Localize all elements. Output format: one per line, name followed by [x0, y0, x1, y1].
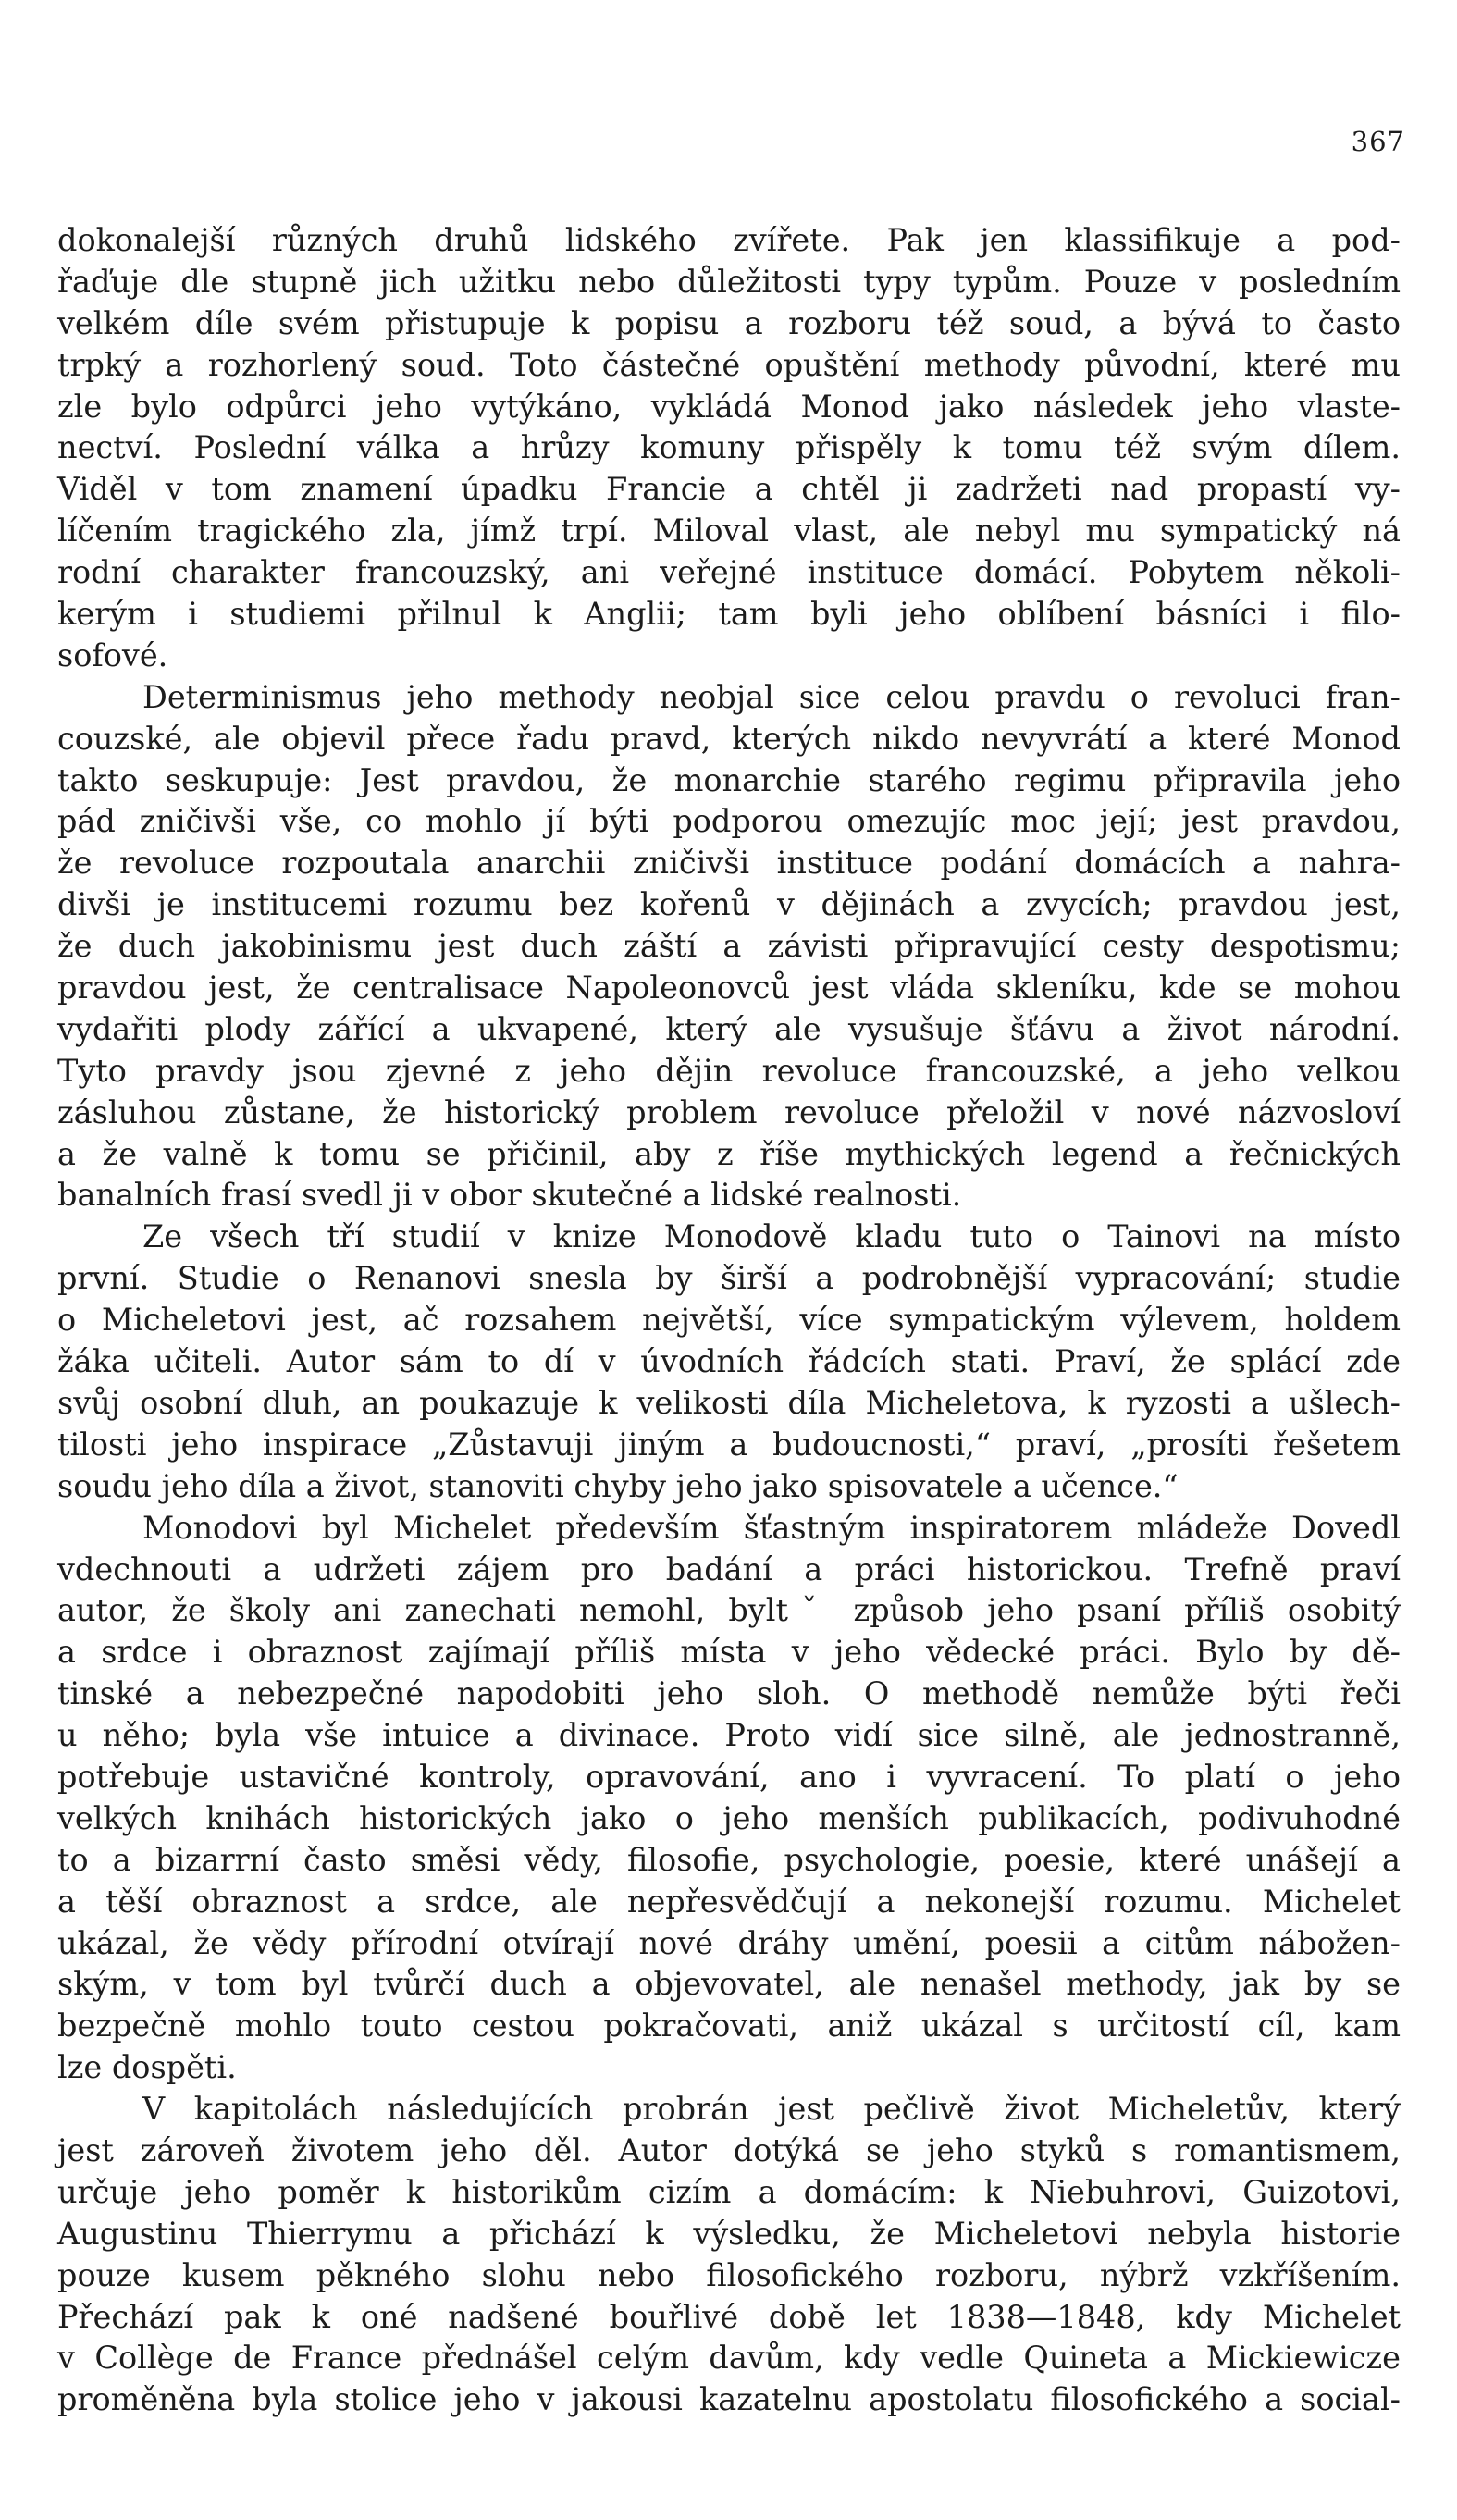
text-line: to a bizarrní často směsi vědy, filosofie, psychologie, poesie, které unášejí a [57, 1841, 1401, 1878]
text-line: V kapitolách následujících probrán jest pečlivě život Micheletův, který [142, 2091, 1401, 2128]
text-line: o Micheletovi jest, ač rozsahem největší, více sympatickým výlevem, holdem [57, 1302, 1401, 1339]
text-line: vydařiti plody zářící a ukvapené, který ale vysušuje šťávu a život národní. [57, 1010, 1401, 1047]
text-line: první. Studie o Renanovi snesla by širší a podrobnější vypracování; studie [57, 1260, 1401, 1297]
text-line: kerým i studiemi přilnul k Anglii; tam byli jeho oblíbení básníci i filo- [57, 596, 1401, 633]
text-line: soudu jeho díla a život, stanoviti chyby jeho jako spisovatele a učence.“ [57, 1467, 1179, 1504]
text-line: řaďuje dle stupně jich užitku nebo důležitosti typy typům. Pouze v posledním [57, 263, 1401, 300]
text-line: trpký a rozhorlený soud. Toto částečné opuštění methody původní, které mu [57, 346, 1401, 383]
text-line: a těší obraznost a srdce, ale nepřesvědčují a nekonejší rozumu. Michelet [57, 1883, 1401, 1920]
text-line: sofové. [57, 636, 168, 673]
text-line: proměněna byla stolice jeho v jakousi kazatelnu apostolatu filosofického a social- [57, 2381, 1401, 2418]
text-line: nectví. Poslední válka a hrůzy komuny přispěly k tomu též svým dílem. [57, 429, 1401, 466]
paragraph-3 [57, 1217, 1401, 1507]
text-line: zle bylo odpůrci jeho vytýkáno, vykládá Monod jako následek jeho vlaste- [57, 388, 1401, 425]
text-line: svůj osobní dluh, an poukazuje k velikosti díla Micheletova, k ryzosti a ušlech- [57, 1384, 1401, 1421]
text-line: potřebuje ustavičné kontroly, opravování, ano i vyvracení. To platí o jeho [57, 1758, 1401, 1795]
text-line: v Collège de France přednášel celým davům, kdy vedle Quineta a Mickiewicze [57, 2340, 1401, 2377]
text-line: jest zároveň životem jeho děl. Autor dotýká se jeho styků s romantismem, [57, 2131, 1401, 2168]
text-line: velkých knihách historických jako o jeho menších publikacích, podivuhodné [57, 1799, 1401, 1836]
text-line: že duch jakobinismu jest duch záští a závisti připravující cesty despotismu; [57, 928, 1401, 965]
text-line: Monodovi byl Michelet především šťastným inspiratorem mládeže Dovedl [142, 1509, 1401, 1546]
text-line: Determinismus jeho methody neobjal sice celou pravdu o revoluci fran- [142, 678, 1401, 715]
paragraph-4 [57, 1508, 1401, 2089]
text-line: takto seskupuje: Jest pravdou, že monarchie starého regimu připravila jeho [57, 761, 1401, 798]
text-line: Přechází pak k oné nadšené bouřlivé době let 1838—1848, kdy Michelet [57, 2298, 1401, 2335]
text-line: lze dospěti. [57, 2049, 237, 2086]
text-line: couzské, ale objevil přece řadu pravd, kterých nikdo nevyvrátí a které Monod [57, 720, 1401, 757]
text-line: divši je institucemi rozumu bez kořenů v dějinách a zvycích; pravdou jest, [57, 886, 1401, 923]
text-line: ským, v tom byl tvůrčí duch a objevovatel, ale nenašel methody, jak by se [57, 1966, 1401, 2003]
text-line: že revoluce rozpoutala anarchii zničivši instituce podání domácích a nahra- [57, 845, 1401, 882]
text-line: zásluhou zůstane, že historický problem revoluce přeložil v nové názvosloví [57, 1093, 1401, 1130]
text-line: Tyto pravdy jsou zjevné z jeho dějin revoluce francouzské, a jeho velkou [57, 1052, 1401, 1089]
text-line: rodní charakter francouzský, ani veřejné instituce domácí. Pobytem několi- [57, 554, 1401, 591]
text-line: žáka učiteli. Autor sám to dí v úvodních řádcích stati. Praví, že splácí zde [57, 1343, 1401, 1380]
text-line: určuje jeho poměr k historikům cizím a domácím: k Niebuhrovi, Guizotovi, [57, 2173, 1401, 2210]
text-line: autor, že školy ani zanechati nemohl, byltˇ způsob jeho psaní příliš osobitý [57, 1592, 1401, 1629]
text-line: a že valně k tomu se přičinil, aby z říše mythických legend a řečnických [57, 1135, 1401, 1172]
text-line: ukázal, že vědy přírodní otvírají nové dráhy umění, poesii a citům nábožen- [57, 1924, 1401, 1961]
text-line: dokonalejší různých druhů lidského zvířete. Pak jen klassifikuje a pod- [57, 222, 1401, 258]
text-line: Viděl v tom znamení úpadku Francie a chtěl ji zadržeti nad propastí vy- [57, 471, 1401, 508]
text-line: pouze kusem pěkného slohu nebo filosofického rozboru, nýbrž vzkříšením. [57, 2256, 1401, 2293]
text-line: pád zničivši vše, co mohlo jí býti podporou omezujíc moc její; jest pravdou, [57, 803, 1401, 840]
text-line: pravdou jest, že centralisace Napoleonovců jest vláda skleníku, kde se mohou [57, 970, 1401, 1007]
text-line: tilosti jeho inspirace „Zůstavuji jiným a budoucnosti,“ praví, „prosíti řešetem [57, 1426, 1401, 1463]
paragraph-1 [57, 220, 1401, 677]
text-line: líčením tragického zla, jímž trpí. Miloval vlast, ale nebyl mu sympatický ná [57, 513, 1401, 550]
text-line: a srdce i obraznost zajímají příliš místa v jeho vědecké práci. Bylo by dě- [57, 1634, 1401, 1671]
text-line: banalních frasí svedl ji v obor skutečné a lidské realnosti. [57, 1177, 962, 1214]
text-line: u něho; byla vše intuice a divinace. Proto vidí sice silně, ale jednostranně, [57, 1717, 1401, 1754]
text-line: Ze všech tří studií v knize Monodově kladu tuto o Tainovi na místo [142, 1218, 1401, 1255]
text-line: bezpečně mohlo touto cestou pokračovati, aniž ukázal s určitostí cíl, kam [57, 2007, 1401, 2044]
text-line: tinské a nebezpečné napodobiti jeho sloh. O methodě nemůže býti řeči [57, 1675, 1401, 1712]
paragraph-5 [57, 2089, 1401, 2421]
text-line: Augustinu Thierrymu a přichází k výsledku, že Micheletovi nebyla historie [57, 2215, 1401, 2252]
paragraph-2 [57, 677, 1401, 1217]
body-text [57, 220, 1401, 2421]
text-line: velkém díle svém přistupuje k popisu a rozboru též soud, a bývá to často [57, 304, 1401, 341]
text-line: vdechnouti a udržeti zájem pro badání a práci historickou. Trefně praví [57, 1550, 1401, 1587]
page-number: 367 [1351, 126, 1405, 157]
